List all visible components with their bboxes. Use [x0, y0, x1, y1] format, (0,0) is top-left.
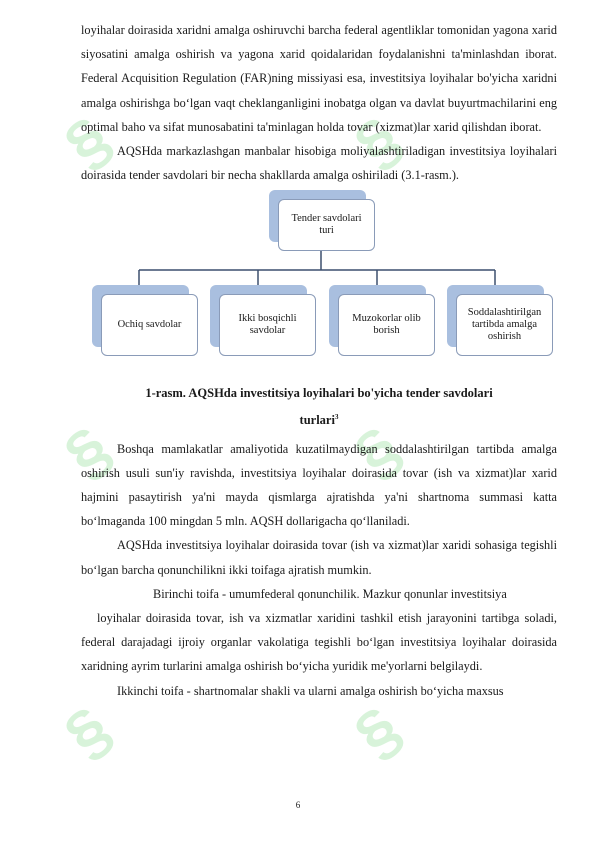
diagram-child-box	[219, 294, 316, 356]
paragraph-4: AQSHda investitsiya loyihalar doirasida tovar (ish va xizmat)lar xaridi sohasiga tegishli bo‘lgan barcha qonunchilikni ikki toifaga ajratish mumkin.	[81, 538, 557, 577]
paragraph-5-first-line: Birinchi toifa - umumfederal qonunchilik. Mazkur qonunlar investitsiya	[153, 586, 507, 601]
watermark-logo: §	[51, 692, 125, 772]
paragraph-6: Ikkinchi toifa - shartnomalar shakli va ularni amalga oshirish bo‘yicha maxsus	[117, 683, 504, 698]
paragraph-1: loyihalar doirasida xaridni amalga oshiruvchi barcha federal agentliklar tomonidan yagona xarid siyosatini amalga oshirish va yagona xarid qoidalaridan foydalanishni ta'minlashdan iborat. Federal Acquisition Regulation (FAR)ning missiyasi esa, investitsiya loyihalar bo'yicha xaridni amalga oshirishga bo‘lgan vaqt cheklanganligini inobatga olgan va davlat buyurtmachilarini eng optimal baho va sifat munosabatini ta'minlagan holda tovar (xizmat)lar xarid qilishdan iborat.	[81, 23, 557, 134]
tender-types-diagram	[81, 189, 557, 377]
watermark-logo: §	[51, 412, 125, 492]
diagram-child-label: Ochiq savdolar	[117, 319, 182, 331]
caption-text: turlari	[299, 413, 335, 428]
paragraph-5-text: loyihalar doirasida tovar, ish va xizmatlar xaridini tashkil etish jarayonini tartibga soladi, federal darajadagi ijroiy organlar vakolatiga tegishli bo‘lgan investitsiya loyihalar doirasida xaridning ayrim turlarini amalga oshirish bo‘yicha yuridik me'yorlarni belgilaydi.	[81, 611, 557, 674]
figure-caption	[81, 381, 557, 432]
paragraph-3: Boshqa mamlakatlar amaliyotida kuzatilmaydigan soddalashtirilgan tartibda amalga oshirish usuli sun'iy ravishda, investitsiya loyihalar doirasida tovar (ish va xizmat)lar xarid hajmini pasaytirish ya'ni mayda qismlarga ajratishda ya'ni shartnoma summasi katta bo‘lmaganda 100 mingdan 5 mln. AQSH dollarigacha qo‘llaniladi.	[81, 441, 557, 529]
watermark-logo: §	[51, 102, 125, 182]
caption-line-2	[81, 405, 557, 432]
page-number: 6	[295, 800, 301, 810]
watermark-logo: §	[341, 412, 415, 492]
page-content	[81, 18, 557, 703]
diagram-child-label: Ikki bosqichli savdolar	[238, 313, 297, 337]
diagram-child-box	[338, 294, 435, 356]
paragraph-2: AQSHda markazlashgan manbalar hisobiga moliyalashtiriladigan investitsiya loyihalari doirasida tender savdolari bir necha shakllarda amalga oshiriladi (3.1-rasm.).	[81, 144, 557, 183]
diagram-child-label: Soddalashtirilgan tartibda amalga oshirish	[467, 307, 542, 343]
diagram-child-box	[456, 294, 553, 356]
diagram-child-box	[101, 294, 198, 356]
diagram-root-box	[278, 199, 375, 251]
footnote-marker: 3	[334, 413, 339, 422]
watermark-logo: §	[341, 692, 415, 772]
watermark-logo: §	[341, 102, 415, 182]
diagram-root-label: Tender savdolari turi	[291, 213, 362, 237]
diagram-child-label: Muzokorlar olib borish	[352, 313, 421, 337]
paragraph-5-rest	[81, 606, 557, 679]
caption-line-1: 1-rasm. AQSHda investitsiya loyihalari bo'yicha tender savdolari	[145, 386, 493, 401]
